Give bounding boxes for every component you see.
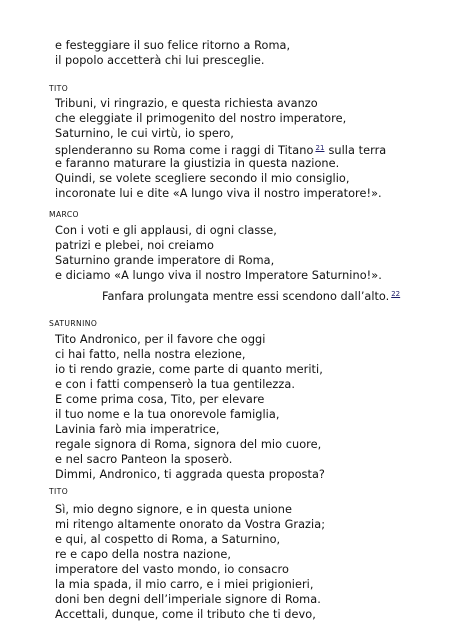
verse-line: Quindi, se volete scegliere secondo il mio consiglio, <box>55 172 350 185</box>
verse-line: e nel sacro Panteon la sposerò. <box>55 453 233 466</box>
verse-line: e con i fatti compenserò la tua gentilezza. <box>55 378 295 391</box>
verse-line: Tito Andronico, per il favore che oggi <box>55 333 266 346</box>
verse-line: incoronate lui e dite «A lungo viva il nostro imperatore!». <box>55 187 382 200</box>
footnote-link[interactable]: 22 <box>391 290 401 298</box>
speaker-label: TITO <box>49 487 69 496</box>
verse-text: sulla terra <box>328 144 387 157</box>
verse-line: Tribuni, vi ringrazio, e questa richiesta avanzo <box>55 97 318 110</box>
verse-line: re e capo della nostra nazione, <box>55 548 232 561</box>
verse-line: Con i voti e gli applausi, di ogni classe, <box>55 224 277 237</box>
speaker-label: SATURNINO <box>49 319 98 328</box>
verse-line: Accettali, dunque, come il tributo che ti devo, <box>55 608 316 621</box>
verse-line: Sì, mio degno signore, e in questa unione <box>55 503 292 516</box>
stage-direction-text: Fanfara prolungata mentre essi scendono dall’alto. <box>102 290 390 303</box>
verse-line: e faranno maturare la giustizia in questa nazione. <box>55 157 340 170</box>
verse-line: il popolo accetterà chi lui presceglie. <box>55 54 265 67</box>
verse-line: regale signora di Roma, signora del mio cuore, <box>55 438 322 451</box>
stage-direction <box>102 287 404 304</box>
verse-text: splenderanno su Roma come i raggi di Titano <box>55 144 314 157</box>
verse-line: che eleggiate il primogenito del nostro imperatore, <box>55 112 347 125</box>
footnote-link[interactable]: 21 <box>315 144 325 152</box>
verse-line: e qui, al cospetto di Roma, a Saturnino, <box>55 533 281 546</box>
verse-line: ci hai fatto, nella nostra elezione, <box>55 348 246 361</box>
verse-line: io ti rendo grazie, come parte di quanto meriti, <box>55 363 323 376</box>
speaker-label: TITO <box>49 84 69 93</box>
verse-line: E come prima cosa, Tito, per elevare <box>55 393 265 406</box>
verse-line: Saturnino grande imperatore di Roma, <box>55 254 275 267</box>
verse-line: e festeggiare il suo felice ritorno a Roma, <box>55 39 291 52</box>
verse-line: doni ben degni dell’imperiale signore di Roma. <box>55 593 321 606</box>
verse-line: e diciamo «A lungo viva il nostro Imperatore Saturnino!». <box>55 269 382 282</box>
verse-line: imperatore del vasto mondo, io consacro <box>55 563 289 576</box>
verse-line: Dimmi, Andronico, ti aggrada questa proposta? <box>55 468 325 481</box>
verse-line: il tuo nome e la tua onorevole famiglia, <box>55 408 280 421</box>
verse-line: mi ritengo altamente onorato da Vostra Grazia; <box>55 518 326 531</box>
verse-line: la mia spada, il mio carro, e i miei prigionieri, <box>55 578 314 591</box>
verse-line: Lavinia farò mia imperatrice, <box>55 423 220 436</box>
verse-line: Saturnino, le cui virtù, io spero, <box>55 127 234 140</box>
speaker-label: MARCO <box>49 210 79 219</box>
verse-line: patrizi e plebei, noi creiamo <box>55 239 214 252</box>
